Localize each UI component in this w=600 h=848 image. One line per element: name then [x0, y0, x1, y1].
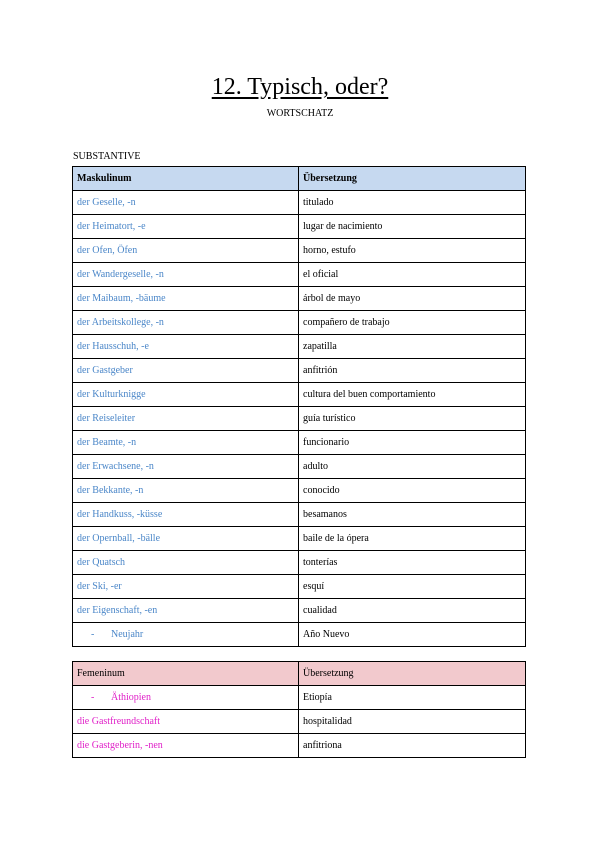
- table-row: [73, 239, 526, 263]
- german-term: der Maibaum, -bäume: [77, 293, 166, 304]
- page-subtitle: WORTSCHATZ: [266, 108, 334, 119]
- table-row: [73, 479, 526, 503]
- translation-cell: anfitriona: [299, 734, 526, 758]
- table-row: [73, 335, 526, 359]
- german-term-cell: [73, 623, 299, 647]
- translation-cell: tonterías: [299, 551, 526, 575]
- header-cell-translation: Übersetzung: [299, 662, 526, 686]
- table-row: [73, 431, 526, 455]
- table-row: [73, 383, 526, 407]
- feminine-vocab-table: [72, 661, 526, 758]
- german-term: der Handkuss, -küsse: [77, 509, 163, 520]
- table-header-row: [73, 167, 526, 191]
- german-term: Äthiopien: [111, 692, 151, 703]
- translation-cell: hospitalidad: [299, 710, 526, 734]
- table-row: [73, 527, 526, 551]
- table-row: [73, 686, 526, 710]
- german-term: der Gastgeber: [77, 365, 133, 376]
- german-term: der Eigenschaft, -en: [77, 605, 158, 616]
- section-label: SUBSTANTIVE: [73, 151, 141, 162]
- list-bullet: -: [91, 629, 95, 640]
- german-term-cell: [73, 215, 299, 239]
- table-header-row: [73, 662, 526, 686]
- german-term-cell: [73, 527, 299, 551]
- german-term: die Gastfreundschaft: [77, 716, 161, 727]
- german-term-cell: [73, 575, 299, 599]
- german-term: der Ski, -er: [77, 581, 122, 592]
- translation-cell: Etiopía: [299, 686, 526, 710]
- table-row: [73, 575, 526, 599]
- table-row: [73, 551, 526, 575]
- german-term-cell: [73, 686, 299, 710]
- german-term-cell: [73, 455, 299, 479]
- german-term-cell: [73, 191, 299, 215]
- translation-cell: horno, estufo: [299, 239, 526, 263]
- table-row: [73, 599, 526, 623]
- header-cell-german: Femeninum: [73, 662, 299, 686]
- translation-cell: árbol de mayo: [299, 287, 526, 311]
- german-term: der Bekkante, -n: [77, 485, 144, 496]
- translation-cell: baile de la ópera: [299, 527, 526, 551]
- translation-cell: conocido: [299, 479, 526, 503]
- translation-cell: cualidad: [299, 599, 526, 623]
- table-row: [73, 311, 526, 335]
- german-term-cell: [73, 551, 299, 575]
- translation-cell: anfitrión: [299, 359, 526, 383]
- table-row: [73, 503, 526, 527]
- translation-cell: esquí: [299, 575, 526, 599]
- german-term-cell: [73, 335, 299, 359]
- german-term: der Reiseleiter: [77, 413, 136, 424]
- table-row: [73, 263, 526, 287]
- german-term-cell: [73, 359, 299, 383]
- german-term-cell: [73, 407, 299, 431]
- german-term: der Opernball, -bälle: [77, 533, 161, 544]
- german-term: der Heimatort, -e: [77, 221, 146, 232]
- german-term-cell: [73, 431, 299, 455]
- translation-cell: Año Nuevo: [299, 623, 526, 647]
- translation-cell: zapatilla: [299, 335, 526, 359]
- german-term-cell: [73, 263, 299, 287]
- table-row: [73, 407, 526, 431]
- header-cell-german: Maskulinum: [73, 167, 299, 191]
- german-term: der Ofen, Öfen: [77, 245, 138, 256]
- german-term: Neujahr: [111, 629, 144, 640]
- german-term-cell: [73, 311, 299, 335]
- table-row: [73, 215, 526, 239]
- german-term: die Gastgeberin, -nen: [77, 740, 163, 751]
- german-term: der Geselle, -n: [77, 197, 136, 208]
- table-row: [73, 191, 526, 215]
- german-term-cell: [73, 710, 299, 734]
- german-term: der Hausschuh, -e: [77, 341, 149, 352]
- german-term-cell: [73, 479, 299, 503]
- translation-cell: funcionario: [299, 431, 526, 455]
- translation-cell: guía turístico: [299, 407, 526, 431]
- table-row: [73, 455, 526, 479]
- german-term-cell: [73, 599, 299, 623]
- german-term: der Erwachsene, -n: [77, 461, 154, 472]
- german-term-cell: [73, 503, 299, 527]
- german-term-cell: [73, 287, 299, 311]
- list-bullet: -: [91, 692, 95, 703]
- header-cell-translation: Übersetzung: [299, 167, 526, 191]
- translation-cell: compañero de trabajo: [299, 311, 526, 335]
- table-row: [73, 623, 526, 647]
- german-term-cell: [73, 734, 299, 758]
- masculine-vocab-table: [72, 166, 526, 647]
- table-row: [73, 287, 526, 311]
- table-row: [73, 710, 526, 734]
- translation-cell: lugar de nacimiento: [299, 215, 526, 239]
- german-term-cell: [73, 239, 299, 263]
- german-term: der Kulturknigge: [77, 389, 146, 400]
- translation-cell: titulado: [299, 191, 526, 215]
- german-term: der Arbeitskollege, -n: [77, 317, 164, 328]
- page-title: 12. Typisch, oder?: [211, 74, 389, 100]
- translation-cell: besamanos: [299, 503, 526, 527]
- german-term-cell: [73, 383, 299, 407]
- table-row: [73, 359, 526, 383]
- table-row: [73, 734, 526, 758]
- german-term: der Wandergeselle, -n: [77, 269, 164, 280]
- translation-cell: cultura del buen comportamiento: [299, 383, 526, 407]
- german-term: der Quatsch: [77, 557, 126, 568]
- translation-cell: adulto: [299, 455, 526, 479]
- german-term: der Beamte, -n: [77, 437, 137, 448]
- translation-cell: el oficial: [299, 263, 526, 287]
